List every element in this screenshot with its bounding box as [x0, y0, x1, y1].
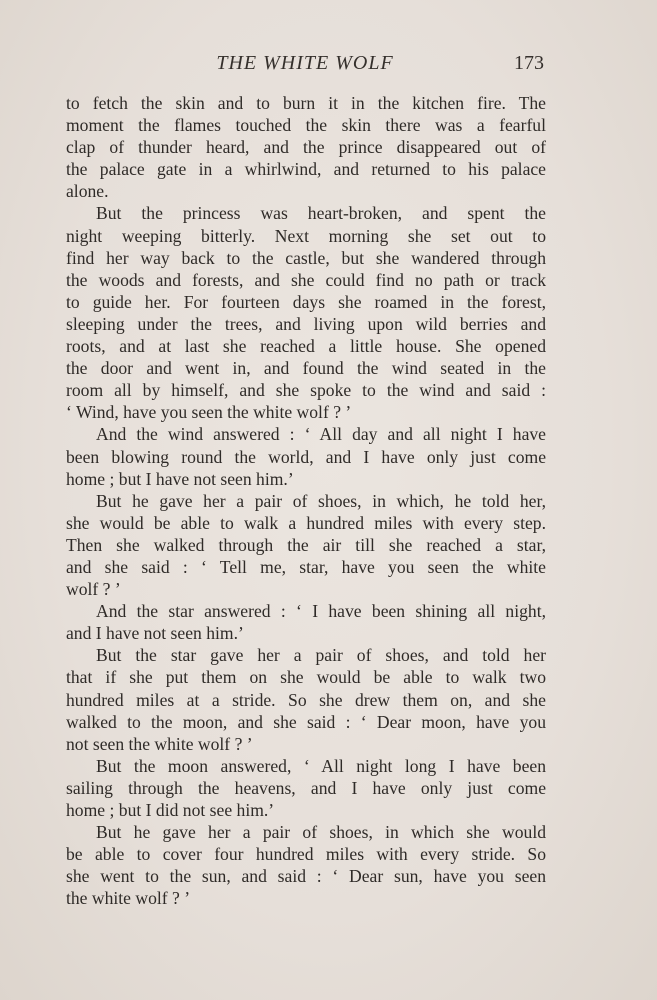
text-line: the white wolf ? ’ — [66, 888, 191, 909]
text-line: to fetch the skin and to burn it in the kitchen fire. The — [66, 93, 546, 113]
text-line: and I have not seen him.’ — [66, 623, 244, 644]
text-line: But he gave her a pair of shoes, in which, he told her, — [96, 490, 546, 511]
text-line: the palace gate in a whirlwind, and returned to his palace — [66, 159, 546, 180]
text-line: find her way back to the castle, but she wandered through — [66, 247, 546, 268]
text-line: not seen the white wolf ? ’ — [66, 733, 253, 754]
text-line: night weeping bitterly. Next morning she set out to — [66, 225, 546, 246]
text-line: she would be able to walk a hundred miles with every step. — [66, 512, 546, 533]
text-line: the woods and forests, and she could find no path or track — [66, 269, 546, 290]
text-line: wolf ? ’ — [66, 579, 121, 600]
text-line: the door and went in, and found the wind seated in the — [66, 358, 546, 379]
text-line: be able to cover four hundred miles with every stride. So — [66, 844, 546, 865]
text-line: But the princess was heart-broken, and spent the — [96, 203, 546, 224]
running-head-title: THE WHITE WOLF — [216, 52, 394, 74]
body-text — [66, 92, 546, 909]
text-line: sailing through the heavens, and I have only just come — [66, 777, 546, 798]
running-head — [0, 52, 657, 82]
text-line: been blowing round the world, and I have only just come — [66, 446, 546, 467]
text-line: But the moon answered, ‘ All night long I have been — [96, 755, 546, 776]
text-line: And the star answered : ‘ I have been shining all night, — [96, 601, 546, 622]
page-number: 173 — [514, 52, 544, 74]
text-line: moment the flames touched the skin there was a fearful — [66, 115, 546, 136]
text-line: she went to the sun, and said : ‘ Dear sun, have you seen — [66, 866, 546, 887]
text-line: alone. — [66, 181, 109, 202]
text-line: sleeping under the trees, and living upon wild berries and — [66, 313, 546, 334]
text-line: to guide her. For fourteen days she roamed in the forest, — [66, 291, 546, 312]
text-line: Then she walked through the air till she reached a star, — [66, 534, 546, 555]
text-line: hundred miles at a stride. So she drew them on, and she — [66, 689, 546, 710]
text-line: But he gave her a pair of shoes, in which she would — [96, 822, 546, 843]
text-line: and she said : ‘ Tell me, star, have you seen the white — [66, 556, 546, 577]
text-line: that if she put them on she would be able to walk two — [66, 667, 546, 688]
text-line: walked to the moon, and she said : ‘ Dear moon, have you — [66, 711, 546, 732]
text-line: And the wind answered : ‘ All day and all night I have — [96, 424, 546, 445]
text-line: roots, and at last she reached a little house. She opened — [66, 336, 546, 357]
text-line: clap of thunder heard, and the prince disappeared out of — [66, 137, 546, 158]
text-line: home ; but I have not seen him.’ — [66, 468, 294, 489]
text-line: home ; but I did not see him.’ — [66, 800, 275, 820]
text-line: ‘ Wind, have you seen the white wolf ? ’ — [66, 402, 352, 423]
text-line: room all by himself, and she spoke to the wind and said : — [66, 380, 546, 401]
text-line: But the star gave her a pair of shoes, and told her — [96, 645, 546, 666]
